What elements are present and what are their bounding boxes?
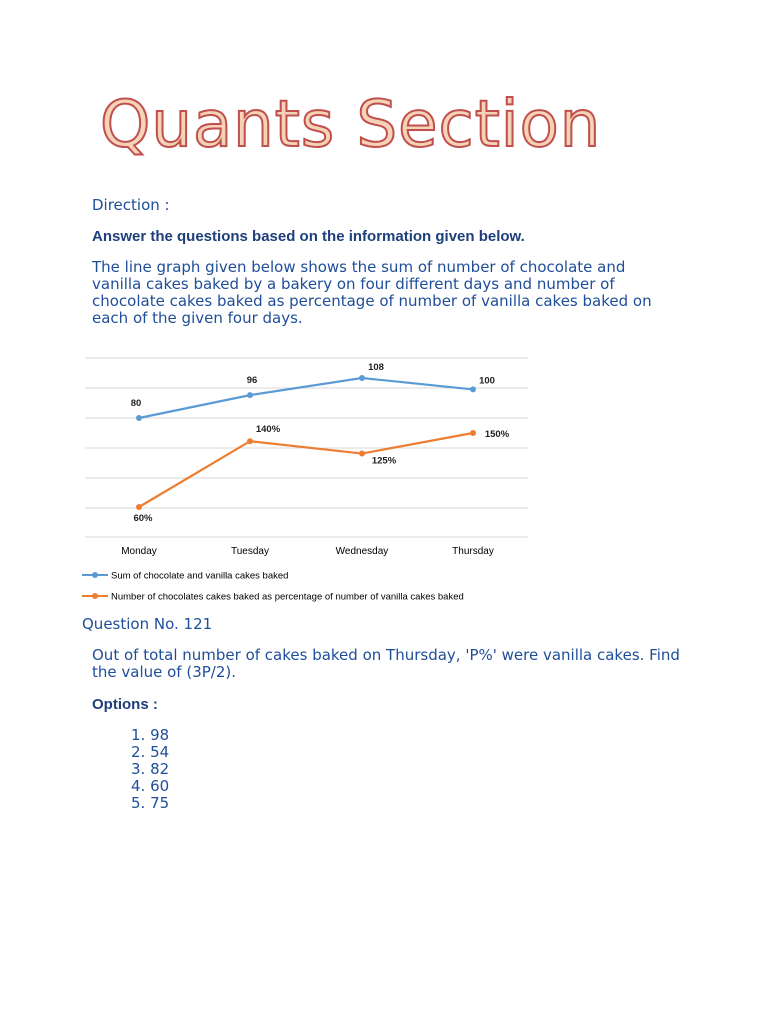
x-tick-label: Wednesday: [335, 546, 389, 557]
legend-label: Sum of chocolate and vanilla cakes baked: [111, 570, 289, 582]
data-point: [359, 451, 365, 457]
series-line: [139, 378, 473, 418]
data-label: 100: [479, 375, 495, 387]
data-point: [470, 430, 476, 436]
data-label: 80: [130, 398, 142, 409]
data-point: [470, 386, 476, 392]
x-tick-label: Tuesday: [231, 546, 269, 557]
legend-swatch-marker: [92, 593, 98, 599]
options-list: [131, 727, 169, 812]
line-chart: [80, 350, 540, 610]
option-item[interactable]: 5. 75: [131, 794, 170, 812]
data-point: [136, 415, 142, 421]
option-item[interactable]: 3. 82: [131, 760, 170, 778]
x-tick-label: Monday: [121, 546, 157, 557]
data-label: 108: [368, 362, 384, 373]
data-point: [359, 375, 365, 381]
option-item[interactable]: 4. 60: [131, 777, 170, 795]
instruction-text: Answer the questions based on the information given below.: [92, 228, 525, 245]
data-label: 60%: [133, 513, 153, 524]
option-item[interactable]: 2. 54: [131, 743, 170, 761]
question-text: Out of total number of cakes baked on Thursday, 'P%' were vanilla cakes. Find the value of (3P/2).: [92, 646, 680, 681]
data-point: [136, 504, 142, 510]
legend-label: Number of chocolates cakes baked as percentage of number of vanilla cakes baked: [111, 591, 464, 603]
data-point: [247, 438, 253, 444]
intro-paragraph: The line graph given below shows the sum of number of chocolate and vanilla cakes baked by a bakery on four different days and number of chocolate cakes baked as percentage of number of vanilla cakes baked on each of the given four days.: [92, 258, 652, 327]
page-title: Quants Section: [100, 88, 602, 162]
question-number: Question No. 121: [82, 615, 213, 633]
data-label: 140%: [255, 424, 281, 436]
options-label: Options :: [92, 696, 158, 713]
direction-label: Direction :: [92, 196, 170, 214]
data-label: 125%: [371, 455, 397, 467]
option-item[interactable]: 1. 98: [131, 726, 170, 744]
data-label: 150%: [484, 429, 510, 440]
legend-swatch-marker: [92, 572, 98, 578]
data-point: [247, 392, 253, 398]
data-label: 96: [246, 375, 258, 387]
line-chart-svg: [80, 350, 540, 610]
x-tick-label: Thursday: [452, 546, 494, 557]
series-line: [139, 433, 473, 507]
